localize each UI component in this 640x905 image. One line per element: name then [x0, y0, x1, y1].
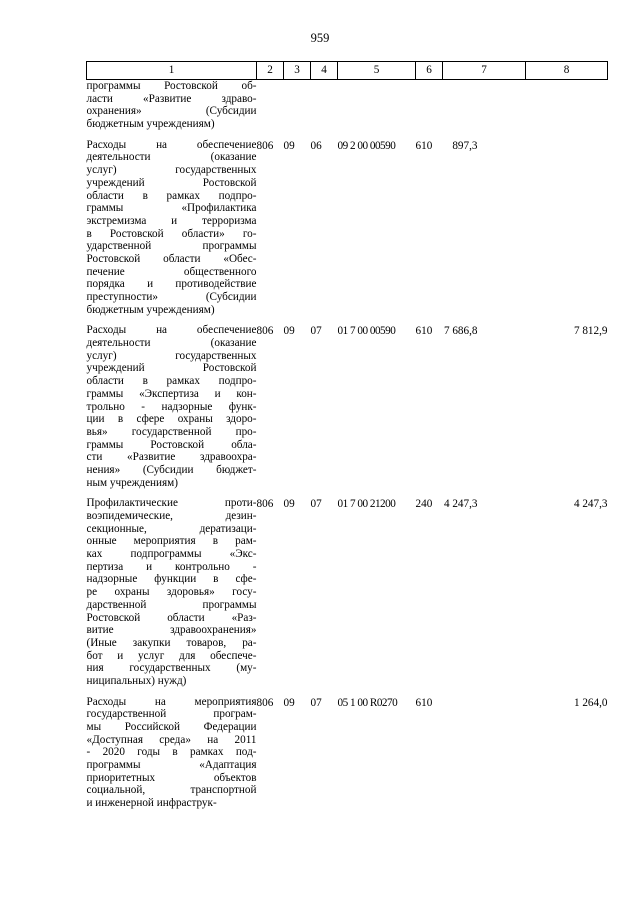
description-line: пертиза и контрольно -: [86, 560, 257, 573]
description-line: Расходы на мероприятия: [86, 695, 257, 708]
description-line: ниципальных) нужд): [86, 674, 187, 687]
col-header-6: 6: [416, 62, 443, 80]
subsection-code: [311, 80, 338, 131]
description-line: ния государственных (му-: [86, 662, 257, 675]
section-code: 09: [283, 325, 295, 338]
row-description: [87, 131, 257, 317]
col-header-1: 1: [87, 62, 257, 80]
description-line: граммы «Экспертиза и кон-: [86, 387, 257, 400]
description-line: секционные, дератизаци-: [86, 522, 257, 535]
amount-col-7: [443, 80, 526, 131]
ministry-code: 806: [256, 139, 274, 152]
description-line: вья» государственной про-: [86, 425, 257, 438]
ministry-code: 806: [256, 325, 274, 338]
table-row: [87, 316, 608, 489]
section-code: 09: [283, 696, 295, 709]
target-article-code: 09 2 00 00590: [337, 139, 396, 152]
description-line: ре охраны здоровья» госу-: [86, 586, 257, 599]
description-line: ках подпрограммы «Экс-: [86, 548, 257, 561]
col-header-7: 7: [443, 62, 526, 80]
description-line: ударственной программы: [86, 240, 257, 253]
description-line: Ростовской области «Обес-: [86, 252, 257, 265]
description-line: ласти «Развитие здраво-: [86, 92, 257, 105]
description-line: (Иные закупки товаров, ра-: [86, 636, 257, 649]
description-line: Расходы на обеспечение: [86, 324, 257, 337]
description-line: бюджетным учреждениям): [86, 118, 215, 131]
description-line: «Доступная среда» на 2011: [86, 733, 257, 746]
description-line: программы Ростовской об-: [86, 80, 257, 92]
amount-col-8: [526, 131, 608, 317]
row-description: [87, 80, 257, 131]
description-line: охранения» (Субсидии: [86, 105, 257, 118]
table-row: [87, 80, 608, 131]
expense-type-code: 240: [415, 498, 433, 511]
description-line: бот и услуг для обеспече-: [86, 649, 257, 662]
description-line: надзорные функции в сфе-: [86, 573, 257, 586]
description-line: услуг) государственных: [86, 164, 257, 177]
description-line: преступности» (Субсидии: [86, 291, 257, 303]
description-line: Расходы на обеспечение: [86, 138, 257, 151]
description-line: в Ростовской области» го-: [86, 227, 257, 240]
ministry-code: [257, 80, 284, 131]
description-line: приоритетных объектов: [86, 771, 257, 784]
col-header-8: 8: [526, 62, 608, 80]
description-line: Профилактические проти-: [86, 497, 257, 510]
ministry-code: 806: [256, 696, 274, 709]
amount-col-8: 1 264,0: [573, 696, 608, 709]
target-article-code: 01 7 00 00590: [337, 325, 396, 338]
header-row: [87, 62, 608, 80]
subsection-code: 07: [310, 325, 322, 338]
subsection-code: 07: [310, 696, 322, 709]
description-line: онные мероприятия в рам-: [86, 535, 257, 548]
description-line: трольно - надзорные функ-: [86, 400, 257, 413]
description-line: - 2020 годы в рамках под-: [86, 746, 257, 759]
target-article-code: [338, 80, 416, 131]
description-line: области в рамках подпро-: [86, 375, 257, 388]
amount-col-7: 7 686,8: [443, 325, 478, 338]
expense-type-code: [416, 80, 443, 131]
description-line: деятельности (оказание: [86, 151, 257, 164]
row-description: [87, 688, 257, 810]
table-row: [87, 489, 608, 687]
col-header-4: 4: [311, 62, 338, 80]
description-line: области в рамках подпро-: [86, 189, 257, 202]
amount-col-8: [526, 80, 608, 131]
description-line: социальной, транспортной: [86, 784, 257, 797]
description-line: Ростовской области «Раз-: [86, 611, 257, 624]
page-number: 959: [310, 31, 330, 45]
section-code: [284, 80, 311, 131]
description-line: дарственной программы: [86, 598, 257, 611]
description-line: государственной програм-: [86, 708, 257, 721]
col-header-5: 5: [338, 62, 416, 80]
subsection-code: 06: [310, 139, 322, 152]
amount-col-7: [443, 688, 526, 810]
description-line: порядка и противодействие: [86, 278, 257, 291]
description-line: экстремизма и терроризма: [86, 214, 257, 227]
description-line: мы Российской Федерации: [86, 721, 257, 733]
description-line: печение общественного: [86, 265, 257, 278]
amount-col-7: 897,3: [452, 139, 478, 152]
section-code: 09: [283, 498, 295, 511]
description-line: граммы Ростовской обла-: [86, 438, 257, 451]
section-code: 09: [283, 139, 295, 152]
description-line: воэпидемические, дезин-: [86, 510, 257, 522]
description-line: ции в сфере охраны здоро-: [86, 413, 257, 426]
table-row: [87, 131, 608, 317]
target-article-code: 05 1 00 R0270: [337, 696, 398, 709]
description-line: граммы «Профилактика: [86, 202, 257, 215]
description-line: услуг) государственных: [86, 349, 257, 362]
description-line: витие здравоохранения»: [86, 624, 257, 637]
description-line: учреждений Ростовской: [86, 176, 257, 189]
expense-type-code: 610: [415, 696, 433, 709]
description-line: программы «Адаптация: [86, 759, 257, 772]
description-line: бюджетным учреждениям): [86, 303, 215, 316]
table-row: [87, 688, 608, 810]
amount-col-8: 7 812,9: [573, 325, 608, 338]
description-line: ным учреждениям): [86, 476, 178, 489]
row-description: [87, 489, 257, 687]
description-line: нения» (Субсидии бюджет-: [86, 463, 257, 476]
col-header-2: 2: [257, 62, 284, 80]
description-line: учреждений Ростовской: [86, 362, 257, 375]
description-line: сти «Развитие здравоохра-: [86, 451, 257, 464]
expense-type-code: 610: [415, 325, 433, 338]
expense-type-code: 610: [415, 139, 433, 152]
description-line: деятельности (оказание: [86, 337, 257, 350]
description-line: и инженерной инфраструк-: [86, 797, 217, 810]
amount-col-8: 4 247,3: [573, 498, 608, 511]
table-body: [87, 80, 608, 810]
budget-table: [86, 61, 608, 810]
ministry-code: 806: [256, 498, 274, 511]
col-header-3: 3: [284, 62, 311, 80]
subsection-code: 07: [310, 498, 322, 511]
row-description: [87, 316, 257, 489]
amount-col-7: 4 247,3: [443, 498, 478, 511]
target-article-code: 01 7 00 21200: [337, 498, 396, 511]
